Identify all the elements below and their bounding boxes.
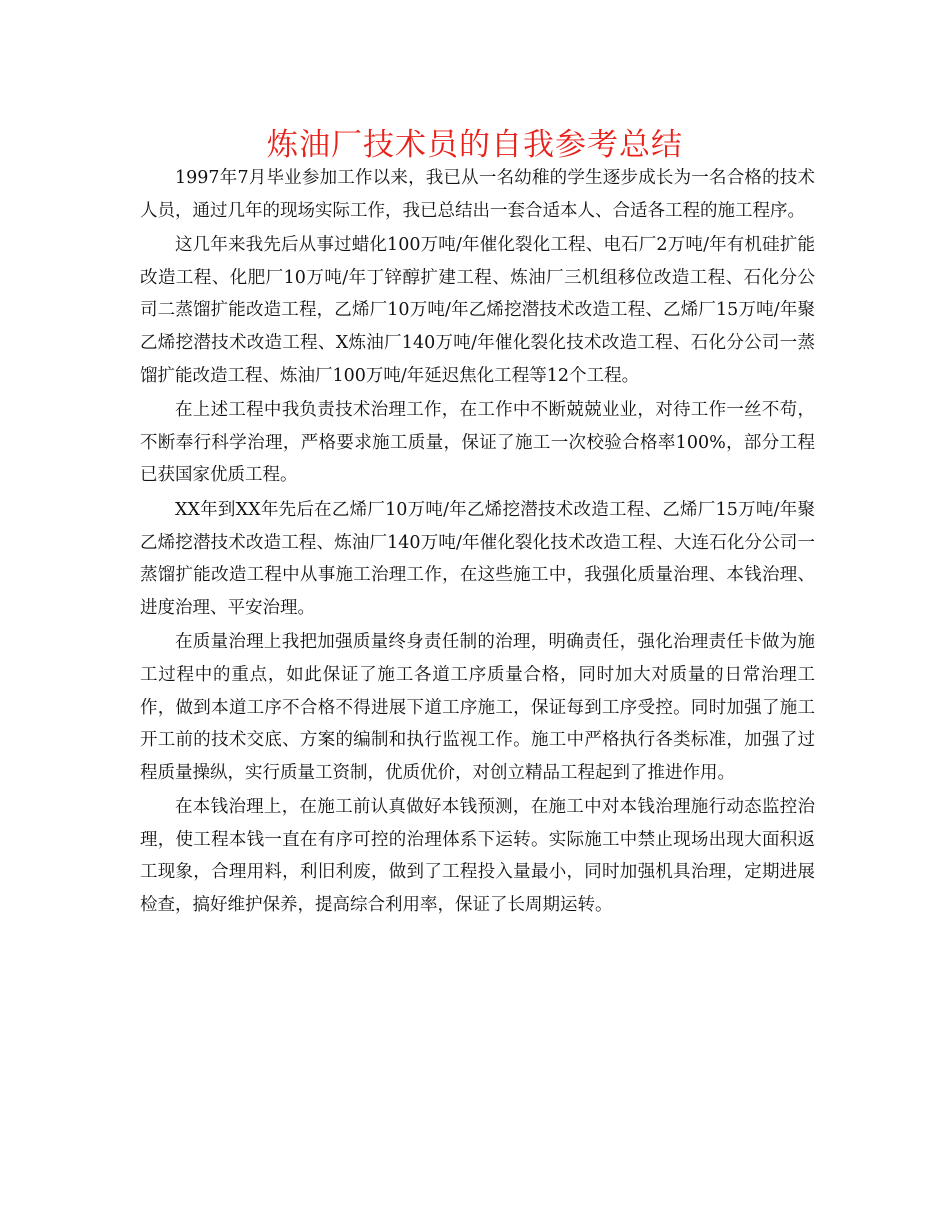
paragraph-3: 在上述工程中我负责技术治理工作，在工作中不断兢兢业业，对待工作一丝不苟，不断奉行科学治理，严格要求施工质量，保证了施工一次校验合格率100%，部分工程已获国家优质工程。 bbox=[140, 400, 815, 486]
paragraph-2: 这几年来我先后从事过蜡化100万吨/年催化裂化工程、电石厂2万吨/年有机硅扩能改造工程、化肥厂10万吨/年丁锌醇扩建工程、炼油厂三机组移位改造工程、石化分公司二蒸馏扩能改造工程，乙烯厂10万吨/年乙烯挖潜技术改造工程、乙烯厂15万吨/年聚乙烯挖潜技术改造工程、X炼油厂140万吨/年催化裂化技术改造工程、石化分公司一蒸馏扩能改造工程、炼油厂100万吨/年延迟焦化工程等12个工程。 bbox=[140, 235, 815, 386]
paragraph-5: 在质量治理上我把加强质量终身责任制的治理，明确责任，强化治理责任卡做为施工过程中的重点，如此保证了施工各道工序质量合格，同时加大对质量的日常治理工作，做到本道工序不合格不得进展下道工序施工，保证每到工序受控。同时加强了施工开工前的技术交底、方案的编制和执行监视工作。施工中严格执行各类标准，加强了过程质量操纵，实行质量工资制，优质优价，对创立精品工程起到了推进作用。 bbox=[140, 632, 815, 783]
document-body bbox=[140, 162, 815, 924]
paragraph-4: XX年到XX年先后在乙烯厂10万吨/年乙烯挖潜技术改造工程、乙烯厂15万吨/年聚乙烯挖潜技术改造工程、炼油厂140万吨/年催化裂化技术改造工程、大连石化分公司一蒸馏扩能改造工程中从事施工治理工作，在这些施工中，我强化质量治理、本钱治理、进度治理、平安治理。 bbox=[140, 499, 815, 618]
document-title: 炼油厂技术员的自我参考总结 bbox=[267, 127, 683, 163]
paragraph-1: 1997年7月毕业参加工作以来，我已从一名幼稚的学生逐步成长为一名合格的技术人员，通过几年的现场实际工作，我已总结出一套合适本人、合适各工程的施工程序。 bbox=[140, 168, 815, 221]
paragraph-6: 在本钱治理上，在施工前认真做好本钱预测，在施工中对本钱治理施行动态监控治理，使工程本钱一直在有序可控的治理体系下运转。实际施工中禁止现场出现大面积返工现象，合理用料，利旧利废，做到了工程投入量最小，同时加强机具治理，定期进展检查，搞好维护保养，提高综合利用率，保证了长周期运转。 bbox=[140, 797, 815, 916]
